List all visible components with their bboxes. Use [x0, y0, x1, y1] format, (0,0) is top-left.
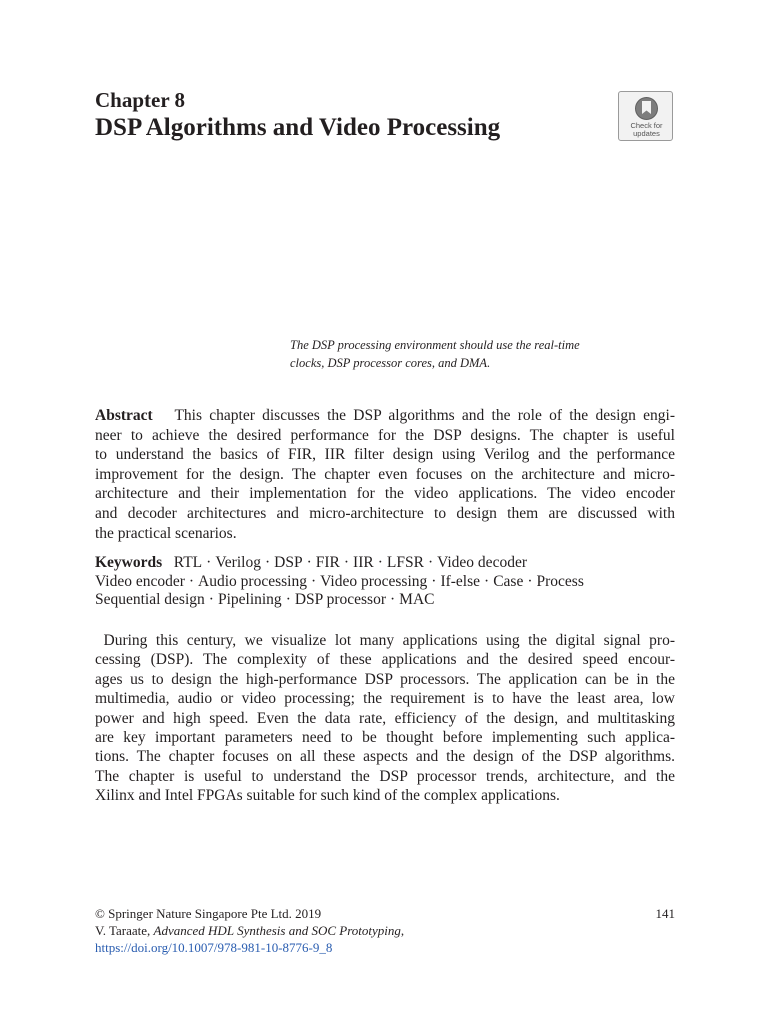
abstract-line: to understand the basics of FIR, IIR filter design using Verilog and the performance	[95, 446, 675, 464]
keyword-item: DSP processor	[294, 591, 386, 608]
intro-line: cessing (DSP). The complexity of these applications and the desired speed encour-	[95, 651, 675, 669]
keyword-separator: ·	[527, 572, 533, 590]
abstract-line: architecture and their implementation for the video applications. The video encoder	[95, 485, 675, 503]
keywords-line-2	[95, 573, 675, 592]
epigraph-line: clocks, DSP processor cores, and DMA.	[290, 356, 491, 370]
doi-link[interactable]: https://doi.org/10.1007/978-981-10-8776-9_8	[95, 940, 333, 955]
intro-line: ages us to design the high-performance DSP processors. The application can be in the	[95, 670, 675, 688]
abstract-section	[95, 406, 675, 543]
keywords-label: Keywords	[95, 554, 163, 571]
keyword-separator: ·	[431, 572, 437, 590]
footer-citation-line	[95, 922, 675, 939]
abstract-text: This chapter discusses the DSP algorithms and the role of the design engi-	[174, 407, 676, 424]
author-name: V. Taraate,	[95, 923, 151, 938]
keyword-item: Pipelining	[217, 591, 282, 608]
epigraph	[290, 336, 650, 372]
intro-line: power and high speed. Even the data rate, efficiency of the design, and multitasking	[95, 709, 675, 727]
bookmark-ribbon-icon	[634, 96, 659, 122]
abstract-line: and decoder architectures and micro-architecture to design them are discussed with	[95, 504, 675, 522]
chapter-number: Chapter 8	[95, 88, 186, 112]
chapter-title: DSP Algorithms and Video Processing	[95, 114, 501, 141]
check-for-updates-label	[619, 122, 674, 138]
keyword-separator: ·	[310, 572, 317, 590]
keyword-separator: ·	[377, 554, 383, 571]
footer	[95, 905, 675, 956]
keyword-separator: ·	[285, 591, 291, 608]
keywords-line-1	[95, 554, 675, 573]
keyword-separator: ·	[427, 554, 434, 571]
keyword-item: Sequential design	[95, 591, 205, 608]
footer-doi-line	[95, 939, 675, 956]
abstract-line: improvement for the design. The chapter even focuses on the architecture and micro-	[95, 465, 675, 483]
keyword-item: FIR	[315, 554, 340, 571]
keywords-line-3	[95, 591, 675, 610]
keyword-item: Process	[536, 572, 584, 590]
keyword-separator: ·	[343, 554, 350, 571]
keywords-section	[95, 554, 675, 610]
intro-line: During this century, we visualize lot many applications using the digital signal pro-	[95, 632, 675, 649]
keyword-item: Video processing	[320, 572, 428, 590]
keyword-item: RTL	[173, 554, 203, 571]
keyword-separator: ·	[484, 572, 490, 590]
abstract-label: Abstract	[95, 407, 153, 424]
keyword-separator: ·	[390, 591, 396, 608]
abstract-line	[95, 406, 675, 426]
copyright-text: © Springer Nature Singapore Pte Ltd. 2019	[95, 906, 322, 921]
badge-text-line2: updates	[633, 129, 660, 138]
book-title-suffix: ,	[400, 923, 405, 938]
abstract-line: neer to achieve the desired performance for the DSP designs. The chapter is useful	[95, 426, 675, 444]
check-for-updates-badge[interactable]	[618, 91, 673, 141]
intro-line: Xilinx and Intel FPGAs suitable for such kind of the complex applications.	[95, 787, 560, 805]
keyword-separator: ·	[264, 554, 271, 571]
keyword-separator: ·	[306, 554, 312, 571]
keyword-item: DSP	[274, 554, 303, 571]
intro-paragraph	[95, 631, 675, 806]
abstract-line: the practical scenarios.	[95, 524, 237, 542]
intro-line: The chapter is useful to understand the DSP processor trends, architecture, and the	[95, 767, 675, 785]
intro-line: are key important parameters need to be thought before implementing such applica-	[95, 729, 675, 747]
keyword-separator: ·	[188, 572, 195, 590]
keyword-separator: ·	[206, 554, 212, 571]
keyword-item: LFSR	[386, 554, 424, 571]
book-title: Advanced HDL Synthesis and SOC Prototyping	[153, 923, 401, 938]
badge-text-line1: Check for	[630, 121, 663, 130]
keyword-item: MAC	[399, 591, 435, 608]
keyword-item: Video decoder	[437, 554, 527, 571]
intro-line: multimedia, audio or video processing; the requirement is to have the least area, low	[95, 690, 675, 708]
page-number: 141	[655, 906, 675, 921]
intro-line: tions. The chapter focuses on all these aspects and the design of the DSP algorithms.	[95, 748, 675, 766]
epigraph-line: The DSP processing environment should use the real-time	[290, 338, 580, 352]
keyword-item: Verilog	[215, 554, 261, 571]
keyword-item: If-else	[440, 572, 481, 590]
keyword-item: IIR	[353, 554, 374, 571]
keyword-item: Case	[493, 572, 524, 590]
footer-copyright-line	[95, 905, 675, 922]
keyword-item: Video encoder	[95, 572, 185, 590]
keyword-item: Audio processing	[198, 572, 307, 590]
keyword-separator: ·	[208, 591, 214, 608]
